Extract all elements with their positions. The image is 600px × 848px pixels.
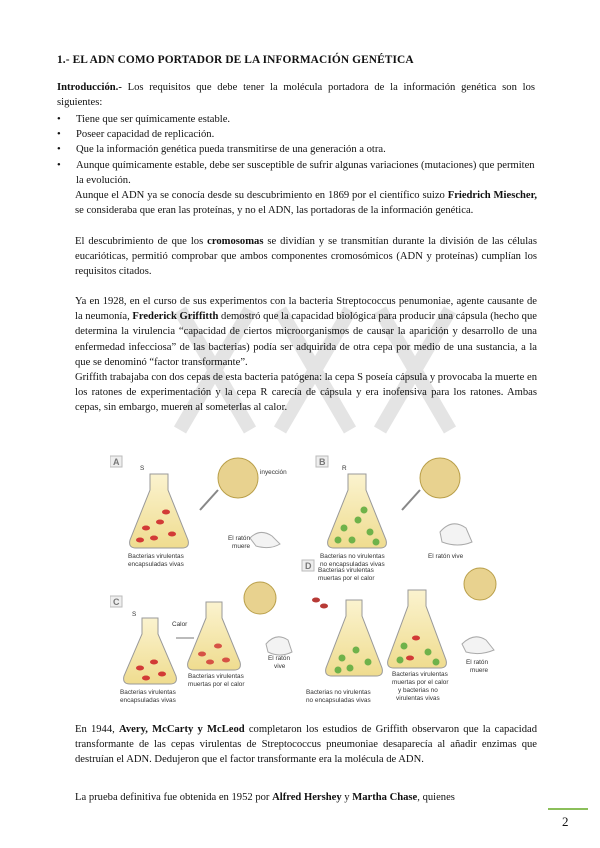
svg-text:Bacterias no virulentas: Bacterias no virulentas (320, 553, 385, 560)
griffith-experiment-figure (110, 448, 510, 708)
svg-text:El ratón: El ratón (268, 655, 291, 662)
svg-text:muertas por el calor: muertas por el calor (188, 681, 245, 688)
svg-text:muertas por el calor: muertas por el calor (392, 679, 449, 686)
svg-text:Bacterias virulentas: Bacterias virulentas (120, 689, 176, 696)
svg-text:vive: vive (274, 663, 286, 670)
page-number: 2 (562, 814, 569, 829)
paragraph-cromosomas: El descubrimiento de que los cromosomas se dividían y se transmitían durante la división de las células eucarióticas, permitió comprobar que ambos componentes cromosómicos (ADN y proteínas) cumplían los requisitos citados. (75, 236, 537, 278)
requirements-list (57, 112, 537, 188)
syringe-icon (218, 458, 258, 498)
paragraph-cepas: Griffith trabajaba con dos cepas de esta bacteria patógena: la cepa S poseía cápsula y provocaba la muerte en los ratones de experimentación y la cepa R carecía de cápsula y era inofensiva para los ratones. Ambas cepas, sin embargo, mueren al someterlas al calor. (75, 372, 537, 414)
mouse-dead-icon (250, 532, 280, 547)
bullet-icon: • (57, 159, 61, 171)
svg-text:D: D (305, 561, 312, 571)
list-item: • Que la información genética pueda transmitirse de una generación a otra. (57, 142, 537, 157)
watermark-logo (150, 290, 470, 450)
paragraph-hershey: La prueba definitiva fue obtenida en 1952 por Alfred Hershey y Martha Chase, quienes (75, 792, 455, 803)
list-item: • Poseer capacidad de replicación. (57, 127, 537, 142)
paragraph-avery: En 1944, Avery, McCarty y McLeod completaron los estudios de Griffith observaron que la capacidad transformante de las cepas virulentas de Streptococcus pneumoniae desaparecía al añadir enzimas que destruían el ADN. Dedujeron que el factor transformante era la molécula de ADN. (75, 724, 537, 766)
svg-text:R: R (342, 465, 347, 472)
svg-text:B: B (319, 457, 326, 467)
panel-a (110, 456, 287, 568)
svg-text:Bacterias virulentas: Bacterias virulentas (392, 671, 448, 678)
page-number-rule (548, 808, 588, 810)
svg-text:El ratón: El ratón (228, 535, 251, 542)
bullet-icon: • (57, 144, 61, 156)
svg-text:encapsuladas vivas: encapsuladas vivas (128, 561, 184, 568)
paragraph-miescher: Aunque el ADN ya se conocía desde su descubrimiento en 1869 por el científico suizo Friedrich Miescher, se consideraba que eran las proteínas, y no el ADN, las portadoras de la información genética. (75, 190, 537, 217)
intro-label: Introducción.- (57, 82, 122, 93)
svg-text:muere: muere (470, 667, 489, 674)
svg-text:El ratón vive: El ratón vive (428, 553, 464, 560)
svg-text:inyección: inyección (260, 469, 287, 476)
svg-text:encapsuladas vivas: encapsuladas vivas (120, 697, 176, 704)
panel-b (316, 456, 472, 568)
paragraph-griffith: Ya en 1928, en el curso de sus experimentos con la bacteria Streptococcus penumoniae, agente causante de la neumonía, Frederick Griffitth demostró que la capacidad biológica para producir una cápsula (hecho que determina la virulencia “capacidad de ciertos microorganismos de causar la aparición y desarrollo de una enfermedad infecciosa” de las bacterias) podía ser adquirida de otra cepa por medio de una sustancia, a la que se denominó “factor transformante”. (75, 296, 537, 368)
bullet-icon: • (57, 114, 61, 125)
svg-text:C: C (113, 597, 120, 607)
svg-text:no encapsuladas vivas: no encapsuladas vivas (320, 561, 385, 568)
svg-text:y bacterias no: y bacterias no (398, 687, 438, 694)
section-title: 1.- EL ADN COMO PORTADOR DE LA INFORMACIÓN GENÉTICA (57, 54, 414, 66)
svg-text:S: S (140, 465, 145, 472)
panel-d (302, 560, 496, 704)
svg-text:Calor: Calor (172, 621, 188, 628)
mouse-alive-icon (440, 524, 472, 545)
svg-text:A: A (113, 457, 120, 467)
svg-text:Bacterias no virulentas: Bacterias no virulentas (306, 689, 371, 696)
svg-text:S: S (132, 611, 137, 618)
svg-text:muertas por el calor: muertas por el calor (318, 575, 375, 582)
svg-text:Bacterias virulentas: Bacterias virulentas (188, 673, 244, 680)
list-item: • Tiene que ser químicamente estable. (57, 112, 537, 127)
svg-text:muere: muere (232, 543, 251, 550)
svg-text:El ratón: El ratón (466, 659, 489, 666)
panel-c (110, 582, 292, 704)
svg-text:Bacterias virulentas: Bacterias virulentas (128, 553, 184, 560)
intro-paragraph (57, 80, 535, 110)
svg-text:no encapsuladas vivas: no encapsuladas vivas (306, 697, 371, 704)
svg-text:virulentas vivas: virulentas vivas (396, 695, 440, 702)
list-item: • Aunque químicamente estable, debe ser susceptible de sufrir algunas variaciones (mutaciones) que permiten la evolución. (57, 159, 535, 186)
intro-text: Los requisitos que debe tener la molécula portadora de la información genética son los siguientes: (57, 82, 535, 109)
svg-text:Bacterias virulentas: Bacterias virulentas (318, 567, 374, 574)
bullet-icon: • (57, 129, 61, 141)
